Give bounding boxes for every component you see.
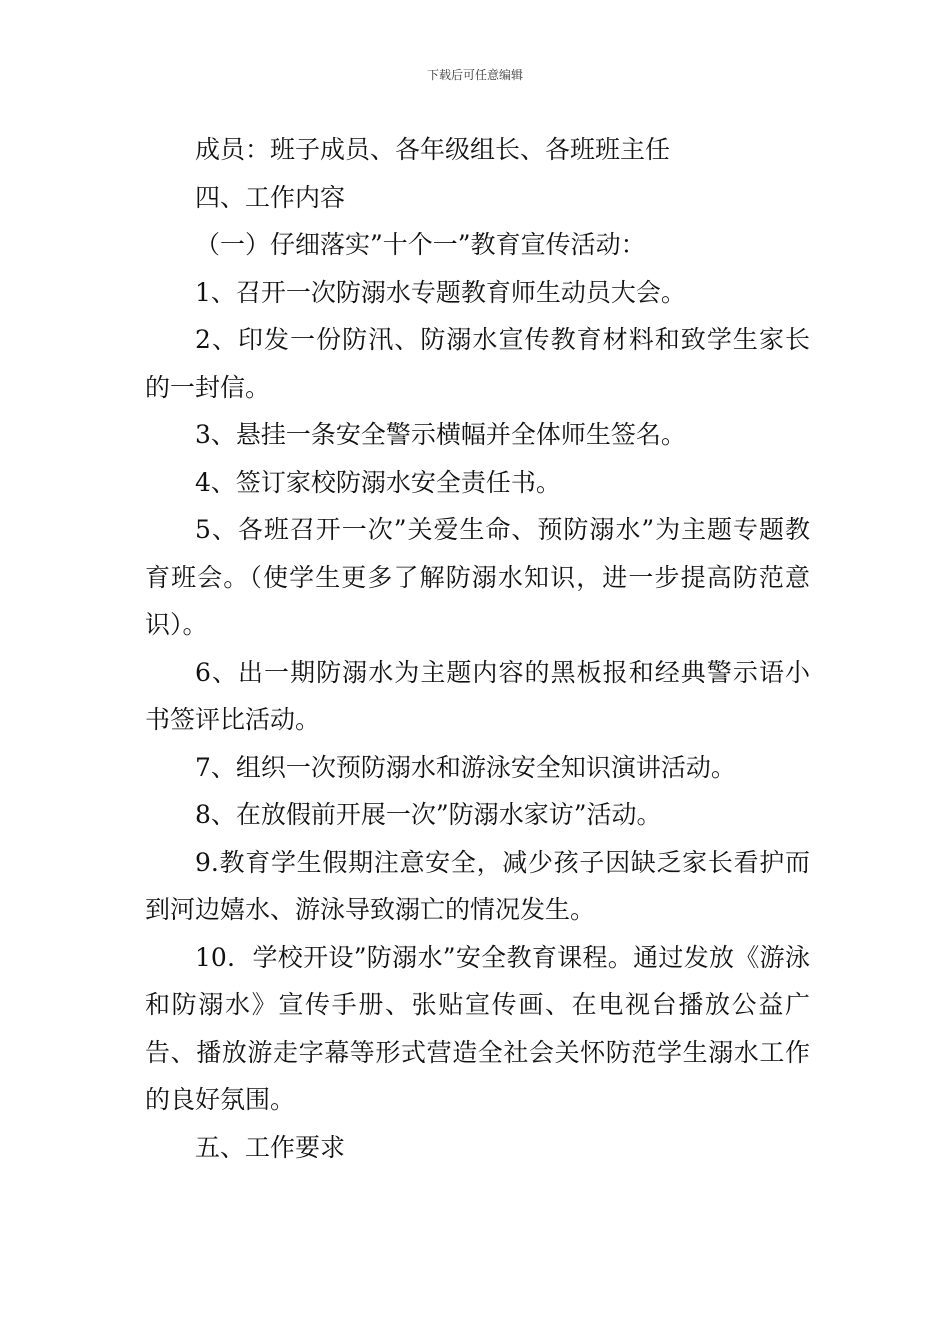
page-header-note: 下载后可任意编辑 (426, 68, 523, 82)
paragraph-members: 成员：班子成员、各年级组长、各班班主任 (195, 135, 671, 164)
list-item-9: 9.教育学生假期注意安全，减少孩子因缺乏家长看护而到河边嬉水、游泳导致溺亡的情况发生。 (145, 847, 810, 924)
list-item-2: 2、印发一份防汛、防溺水宣传教育材料和致学生家长的一封信。 (145, 325, 810, 402)
list-item-7: 7、组织一次预防溺水和游泳安全知识演讲活动。 (195, 752, 736, 782)
list-item-6: 6、出一期防溺水为主题内容的黑板报和经典警示语小书签评比活动。 (145, 657, 810, 734)
list-item-8: 8、在放假前开展一次”防溺水家访”活动。 (195, 800, 662, 829)
section-heading-work-content: 四、工作内容 (195, 182, 346, 212)
list-item-3: 3、悬挂一条安全警示横幅并全体师生签名。 (195, 420, 686, 449)
document-body (145, 126, 810, 1171)
list-item-10: 10．学校开设”防溺水”安全教育课程。通过发放《游泳和防溺水》宣传手册、张贴宣传画、在电视台播放公益广告、播放游走字幕等形式营造全社会关怀防范学生溺水工作的良好氛围。 (145, 942, 810, 1114)
section-heading-work-requirements: 五、工作要求 (195, 1132, 346, 1162)
subsection-heading-activities: （一）仔细落实”十个一”教育宣传活动： (195, 230, 646, 259)
list-item-1: 1、召开一次防溺水专题教育师生动员大会。 (195, 277, 686, 307)
list-item-5: 5、各班召开一次”关爱生命、预防溺水”为主题专题教育班会。（使学生更多了解防溺水知识，进一步提高防范意识）。 (145, 515, 810, 639)
list-item-4: 4、签订家校防溺水安全责任书。 (195, 467, 561, 497)
